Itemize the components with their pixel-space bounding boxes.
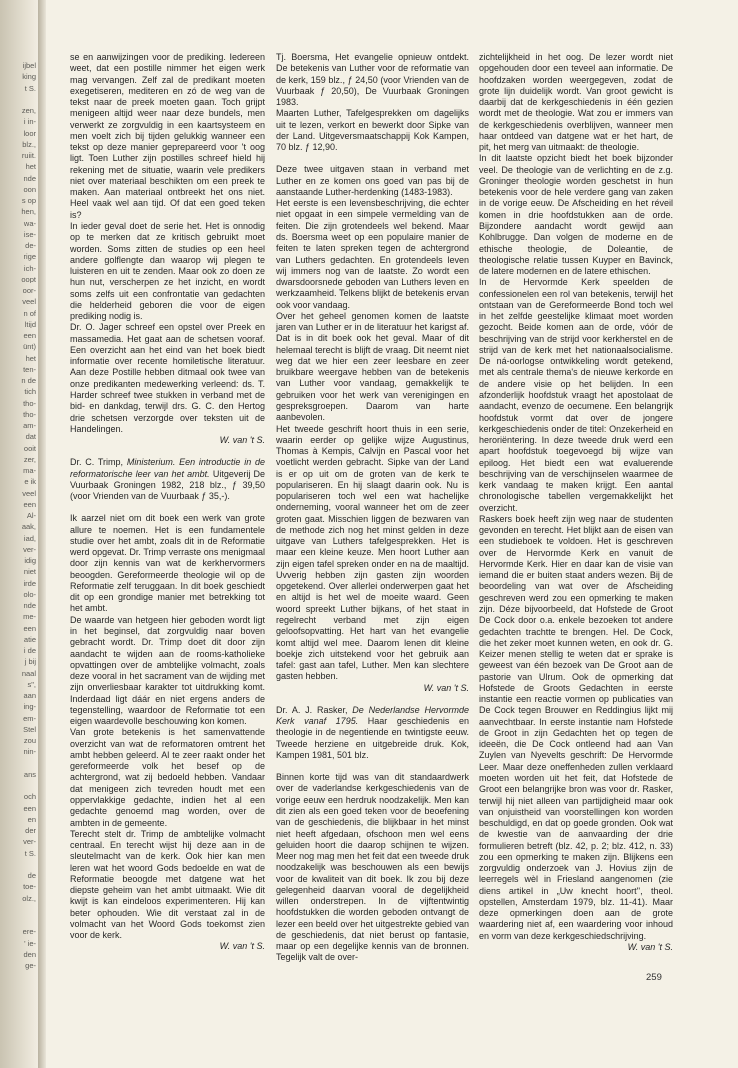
gutter-text-fragment: ooit	[23, 444, 36, 452]
gutter-text-fragment: aak,	[21, 523, 36, 531]
paragraph: Dr. O. Jager schreef een opstel over Preek en massamedia. Het gaat aan de schetsen vooraf. Een overzicht aan het eind van het boek biedt informatie over recente homiletische literatuur. Aan deze Postille hebben ditmaal ook twee van onze predikanten medewerking verleend: ds. T. Harder schreef twee stukken in verband met de bid- en dankdag, terwijl drs. G. C. den Hertog drie schetsen verzorgde over teksten uit de Handelingen.	[70, 322, 265, 434]
gutter-text-fragment: am-	[23, 422, 36, 430]
paragraph: Het eerste is een levensbeschrijving, die echter niet opgaat in een simpele vermelding van de feiten. Die zijn grotendeels wel bekend. Maar ds. Boersma weet op een populaire manier de feiten te laten spreken tegen de achtergrond van Luthers gedachten. En grotendeels leven wij immers nog van de laatste. Zo wordt een dwarsdoorsnede geboden van Luthers leven en werkzaamheid. Telkens blijkt de betekenis ervan ook voor vandaag.	[276, 198, 469, 310]
gutter-text-fragment: t S.	[24, 84, 36, 92]
review-signature: W. van 't S.	[219, 435, 265, 446]
gutter-text-fragment: och	[23, 793, 36, 801]
paragraph: De waarde van hetgeen hier geboden wordt ligt in het beginsel, dat zorgvuldig naar boven gebracht wordt. Dr. Trimp doet dit door zijn aandacht te wijden aan de rooms-katholieke opvattingen over de ambtelijke volmacht, zoals deze vooral in het sacrament van de wijding met zijn onverliesbaar karakter tot uitdrukking komt. Inderdaad ligt dáár en niet ergens anders de tegenstelling, waardoor de Reformatie tot een eigen waardevolle beschouwing kon komen.	[70, 614, 265, 727]
gutter-text-fragment: idig	[24, 557, 36, 565]
gutter-text-fragment: de-	[25, 242, 36, 250]
gutter-text-fragment: ans	[23, 770, 36, 779]
review-signature: W. van 't S.	[219, 941, 265, 952]
adjacent-page-gutter	[0, 0, 38, 1068]
page-number: 259	[646, 972, 662, 983]
paragraph-gap	[276, 761, 469, 772]
gutter-text-fragment: s op	[21, 197, 36, 205]
gutter-text-fragment: het	[25, 354, 36, 362]
gutter-text-fragment: olo-	[23, 590, 36, 599]
text-column-3	[479, 52, 673, 953]
paragraph-gap	[70, 446, 265, 457]
gutter-text-fragment: ltijd	[24, 320, 36, 329]
paragraph: In ieder geval doet de serie het. Het is onnodig op te merken dat ze kritisch gebruikt moet worden. Soms zitten de studies op een heel andere golflengte dan waarop wij plegen te luisteren en uit te zenden. Maar ook zo doen ze hun nut, verscherpen ze het inzicht, en wordt soms zelfs uit een confrontatie van gedachten die helderheid geboren die voor de eigen prediking nodig is.	[70, 220, 265, 322]
review-signature: W. van 't S.	[627, 941, 673, 952]
gutter-text-fragment: ere-	[22, 928, 36, 936]
paragraph-gap	[70, 502, 265, 513]
paragraph: In dit laatste opzicht biedt het boek bijzonder veel. De theologie van de verlichting en de z.g. Groninger theologie worden geschetst in hun betekenis voor de hele verdere gang van zaken in de vorige eeuw. De Afscheiding en het réveil komen in drie hoofdstukken aan de orde. Bijzondere aandacht wordt gewijd aan Kohlbrugge. Dan volgen de moderne en de ethische theologie, de Doleantie, de theologische relatie tussen Kuyper en Bavinck, de latere modernen en de latere ethischen.	[479, 153, 673, 277]
gutter-text-fragment: Stel	[23, 725, 36, 734]
gutter-text-fragment: n de	[21, 377, 36, 385]
gutter-text-fragment: loor	[23, 129, 36, 137]
gutter-text-fragment: ise-	[23, 230, 36, 239]
gutter-text-fragment: zou	[23, 737, 36, 745]
paragraph: Ik aarzel niet om dit boek een werk van grote allure te noemen. Het is een fundamentele studie over het ambt, zoals dit in de Reformatie werd opgevat. Dr. Trimp verraste ons menigmaal door zijn kennis van wat de kerkhervormers beoogden. Gereformeerde theologie wil op de Reformatie zelf teruggaan. In dit boek geschiedt dit op een grondige manier met betrekking tot het ambt.	[70, 513, 265, 614]
text-column-2	[276, 52, 469, 964]
gutter-text-fragment: ijbel	[22, 62, 36, 70]
gutter-text-fragment: em-	[23, 714, 36, 722]
gutter-text-fragment: king	[22, 73, 36, 81]
gutter-text-fragment: tho-	[23, 399, 36, 407]
gutter-text-fragment: naal	[21, 669, 36, 677]
gutter-text-fragment: nde	[23, 602, 36, 610]
gutter-text-fragment: n of	[23, 309, 36, 317]
gutter-text-fragment: ich-	[23, 264, 36, 272]
text-column-1	[70, 52, 265, 953]
gutter-text-fragment: veel	[22, 489, 36, 497]
gutter-text-fragment: een	[23, 804, 36, 812]
paragraph: Terecht stelt dr. Trimp de ambtelijke volmacht centraal. En terecht wijst hij deze aan in de sleutelmacht van de kerk. Ook hier kan men leren wat het woord Gods bedoelde en wat de Reformatie beoogde met datgene wat het diepste geheim van het ambt uitmaakt. Wie dit kwijt is kan eindeloos experimenteren. Hij kan beter ophouden. Wie dit verstaat zal in de volmacht van het Woord Gods toekomst zien voor de kerk.	[70, 828, 265, 941]
gutter-text-fragment: ge-	[25, 962, 36, 970]
gutter-text-fragment: ünt)	[23, 343, 36, 351]
paragraph-gap	[276, 694, 469, 705]
gutter-text-fragment: een	[23, 624, 36, 632]
citation-title: Ministerium. Een introductie in de reformatorische leer van het ambt.	[70, 457, 265, 479]
gutter-text-fragment: wa-	[23, 219, 36, 227]
gutter-text-fragment: hen,	[21, 208, 36, 216]
book-citation	[276, 705, 469, 761]
gutter-text-fragment: i de	[23, 647, 36, 655]
gutter-text-fragment: rige	[23, 253, 36, 261]
gutter-text-fragment: ing-	[23, 703, 36, 711]
paragraph: Raskers boek heeft zijn weg naar de studenten gevonden en terecht. Het blijkt aan de eisen van een studieboek te voldoen. Het is geschreven over de Hervormde Kerk en vanuit de Hervormde Kerk. Hier en daar kan de visie van iemand die er buiten staat anders wezen. Bij de beoordeling van wat over de Afscheiding geschreven werd zou een opmerking te maken zijn. Déze bijvoorbeeld, dat Hofstede de Groot De Cock door o.a. enkele bezoeken tot andere gedachten trachtte te brengen. Hel. De Cock, die het zeker moet kunnen weten, en ook dr. G. Keizer menen stellig te weten dat er sprake is geweest van één bezoek van De Groot aan de pastorie van Ulrum. Ook de opmerking dat Hofstede de Groots Gedachten in eerste instantie een reactie vormen op publicaties van De Cock tegen Brouwer en Reddingius lijkt mij aanvechtbaar. In eerste instantie nam Hofstede de Groot in zijn Gedachten het op tegen de ideeën, die De Cock ontleend had aan Van Zuylen van Nyevelts geschrift: De Hervormde Leer. Maar deze oneffenheden zullen verklaard moeten worden uit het feit, dat Hofstede de Groot een belangrijke bron was voor dr. Rasker, terwijl hij niet alleen van partijdigheid maar ook van onjuistheid van voorstellingen kon worden beschuldigd, en dat op goede gronden. Ook wat de kwestie van de aanvaarding der drie formulieren betreft (blz. 42, p. 2; blz. 412, n. 33) zou een opmerking te maken zijn. Blijkens een zorgvuldig onderzoek van J. Hovius zijn de leerregels wèl in Friesland aangenomen (zie diens artikel in „Uw knecht hoort'', theol. opstellen, Amsterdam 1979, blz. 11-41). Maar deze opmerkingen doen aan de grote waardering niet af, een waardering voor inhoud en vorm van deze kerkgeschiedschrijving.	[479, 513, 673, 941]
book-spine	[38, 0, 46, 1068]
paragraph: Het tweede geschrift hoort thuis in een serie, waarin eerder op gelijke wijze Augustinus, Thomas à Kempis, Calvijn en Pascal voor het voetlicht werden gebracht. Sipke van der Land is er op uit om de groten van de kerk te populariseren. En hij slaagt daarin ook. Nu is populariseren toch wel een wat hachelijke onderneming, vooral wanneer het om de zeer groten gaat. Misschien liggen de bezwaren van de methode zich nog het minst gelden in deze uitgave van Luthers tafelgesprekken. Het is maar een kleine keuze. Men hoort Luther aan zijn eigen tafel spreken onder en na de maaltijd. Uvverig hebben zijn gasten zijn woorden opgetekend. Over allerlei onderwerpen gaat het en altijd is het wel de moeite waard. Geen woord spreekt Luther bijkans, of het staat in regelrecht verband met zijn eigen geloofsopvatting. Het hart van het evangelie komt altijd wel mee. Daarom lenen dit kleine boekje zich uitstekend voor het gebruik aan tafel: gast aan tafel, Luther. Men kan slechtere gasten hebben.	[276, 423, 469, 682]
paragraph-gap	[276, 153, 469, 164]
gutter-text-fragment: zer,	[23, 455, 36, 464]
gutter-text-fragment: e ik	[24, 478, 36, 486]
gutter-text-fragment: ver-	[23, 838, 36, 846]
gutter-text-fragment: tich	[24, 388, 36, 396]
gutter-text-fragment: aan	[23, 692, 36, 700]
gutter-text-fragment: atie	[23, 635, 36, 644]
gutter-text-fragment: s",	[27, 680, 36, 689]
gutter-text-fragment: j bij	[24, 658, 36, 666]
paragraph: se en aanwijzingen voor de prediking. Iedereen weet, dat een postille nimmer het eigen werk mag vervangen. Zelf zal de predikant moeten exegetiseren, mediteren en zó de weg van de tekst naar de preek moeten gaan. Toch grijpt menigeen altijd weer naar deze bundels, men verwerkt ze zorgvuldig in een kaartsysteem en men voelt zich bij tijden gelukkig wanneer een tekst op deze manier geprepareerd voor 't oog ligt. Toen Luther zijn postilles schreef hield hij rekening met de situatie, waarin vele predikers niet over materiaal beschikten om een preek te maken. Aan materiaal ontbreekt het ons niet. Heel vaak wel aan tijd. Of dat een goed teken is?	[70, 52, 265, 220]
gutter-text-fragment: niet	[23, 568, 36, 576]
gutter-text-fragment: Al-	[26, 512, 36, 520]
gutter-text-fragment: nin-	[23, 748, 36, 756]
gutter-text-fragment: iad,	[23, 534, 36, 542]
gutter-text-fragment: het	[25, 163, 36, 171]
gutter-text-fragment: veel	[22, 298, 36, 306]
gutter-text-fragment: me-	[23, 613, 36, 621]
gutter-text-fragment: nde	[23, 174, 36, 182]
citation-title: De Nederlandse Hervormde Kerk vanaf 1795.	[276, 704, 469, 727]
citation-author: Dr. A. J. Rasker,	[276, 704, 353, 715]
gutter-text-fragment: oopt	[21, 275, 36, 284]
gutter-text-fragment: dat	[25, 433, 36, 441]
gutter-text-fragment: oon	[23, 185, 36, 194]
paragraph: Over het geheel genomen komen de laatste jaren van Luther er in de literatuur het karigst af. Dat is in dit boek ook het geval. Maar of dit helemaal terecht is blijft de vraag. Dit neemt niet weg dat we hier een zeer leesbare en zeer bruikbare weergave hebben van de betekenis van Luther voor vandaag, gemakkelijk te gebruiken voor het werk van verenigingen en gespreksgroepen. Daarom van harte aanbevolen.	[276, 310, 469, 423]
review-signature: W. van 't S.	[423, 682, 469, 693]
gutter-text-fragment: der	[25, 827, 36, 835]
gutter-text-fragment: den	[23, 950, 36, 959]
gutter-text-fragment: olz.,	[22, 894, 36, 902]
citation-details: Haar geschiedenis en theologie in de negentiende en twintigste eeuw. Tweede herziene en uitgebreide druk. Kok, Kampen 1981, 501 blz.	[276, 716, 469, 760]
gutter-text-fragment: de	[27, 872, 36, 880]
gutter-text-fragment: een	[23, 332, 36, 340]
book-citation	[70, 457, 265, 502]
gutter-text-fragment: ma-	[23, 467, 36, 475]
paragraph: Tj. Boersma, Het evangelie opnieuw ontdekt. De betekenis van Luther voor de reformatie van de kerk, 159 blz., ƒ 24,50 (voor Vrienden van de Vuurbaak ƒ 20,50), De Vuurbaak Groningen 1983.	[276, 52, 469, 108]
gutter-text-fragment: ten-	[23, 365, 36, 374]
gutter-text-fragment: zen,	[21, 107, 36, 115]
gutter-text-fragment: irde	[23, 579, 36, 587]
gutter-text-fragment: toe-	[23, 883, 36, 891]
citation-details: Uitgeverij De Vuurbaak Groningen 1982, 218 blz., ƒ 39,50 (voor Vrienden van de Vuurbaak ƒ 35,-).	[70, 468, 265, 502]
gutter-text-fragment: blz.,	[22, 140, 36, 149]
paragraph: Deze twee uitgaven staan in verband met Luther en ze komen ons goed van pas bij de aanstaande Luther-herdenking (1483-1983).	[276, 164, 469, 197]
paragraph: Maarten Luther, Tafelgesprekken om dagelijks uit te lezen, verkort en bewerkt door Sipke van der Land. Uitgeversmaatschappij Kok Kampen, 70 blz. ƒ 12,90.	[276, 108, 469, 153]
paragraph: In de Hervormde Kerk speelden de confessionelen een rol van betekenis, terwijl het ontstaan van de Gereformeerde Bond toch wel in het zelfde geestelijke klimaat moet worden gezocht. Beide komen aan de orde, vóór de beschrijving van de strijd voor kerkherstel en de strijd van de kerk met het nationaalsocialisme. De ná-oorlogse ontwikkeling wordt getekend, met als centrale thema's de nieuwe kerkorde en de andere visie op het belijden. In een afzonderlijk hoofdstuk vraagt het apostolaat de aandacht, evenzo de oecumene. Een belangrijk hoofdstuk vormt dat over de jongere kerkgeschiedenis onder de titel: Onzekerheid en heroriëntering. In deze tweede druk werd een apart hoofdstuk toegevoegd bij wijze van epiloog. Het biedt een wat evaluerende beschrijving van de verschijnselen waarmee de kerk vandaag te maken krijgt. Een aantal chronologische tabellen vergemakkelijkt het overzicht.	[479, 277, 673, 513]
gutter-text-fragment: i in-	[23, 118, 36, 126]
gutter-text-fragment: tho-	[23, 410, 36, 419]
citation-author: Dr. C. Trimp,	[70, 457, 127, 468]
gutter-text-fragment: ' ie-	[24, 939, 36, 947]
gutter-text-fragment: t S.	[24, 849, 36, 857]
gutter-text-fragment: en	[27, 815, 36, 824]
gutter-text-fragment: een	[23, 500, 36, 509]
gutter-text-fragment: ruiit.	[21, 152, 36, 160]
gutter-text-fragment: oor-	[22, 287, 36, 295]
paragraph: Binnen korte tijd was van dit standaardwerk over de vaderlandse kerkgeschiedenis van de vorige eeuw een herdruk noodzakelijk. Men kan dit zien als een goed teken voor de beoefening van de geschiedenis, die blijkbaar in het minst niet heeft afgedaan, ofschoon men wel eens geluiden hoort die daarop schijnen te wijzen. Meer nog mag men het feit dat een tweede druk noodzakelijk was beschouwen als een bewijs voor de kwaliteit van dit boek. Ik zou bij deze gelegenheid daarvan vooral de degelijkheid willen onderstrepen. In de vijftentwintig hoofdstukken die worden geboden ontvangt de lezer een beeld over het uitgestrekte gebied van de geschiedenis, dat niet berust op fantasie, maar op een degelijke kennis van de bronnen. Tegelijk valt de over-	[276, 772, 469, 963]
paragraph: Van grote betekenis is het samenvattende overzicht van wat de reformatoren omtrent het ambt hebben geleerd. Al te zeer raakt onder het gereformeerde volk het besef op de achtergrond, wat zij bedoeld hebben. Vandaar dat menigeen zich tevreden houdt met een oppervlakkige gedachte, indien het al een gedachte genoemd mag worden, over de ambten in de gemeente.	[70, 727, 265, 828]
paragraph: zichtelijkheid in het oog. De lezer wordt niet opgehouden door een teveel aan informatie. De hoofdzaken worden weergegeven, zodat de grote lijn duidelijk wordt. Van groot gewicht is daarbij dat de kerkgeschiedenis in één gezien wordt met de theologie. Wat zou er immers van de kerkgeschiedenis overblijven, wanneer men haar ontdeed van datgene wat er het hart, de pit, het merg van uitmaakt: de theologie.	[479, 52, 673, 153]
gutter-text-fragment: ver-	[23, 545, 36, 554]
